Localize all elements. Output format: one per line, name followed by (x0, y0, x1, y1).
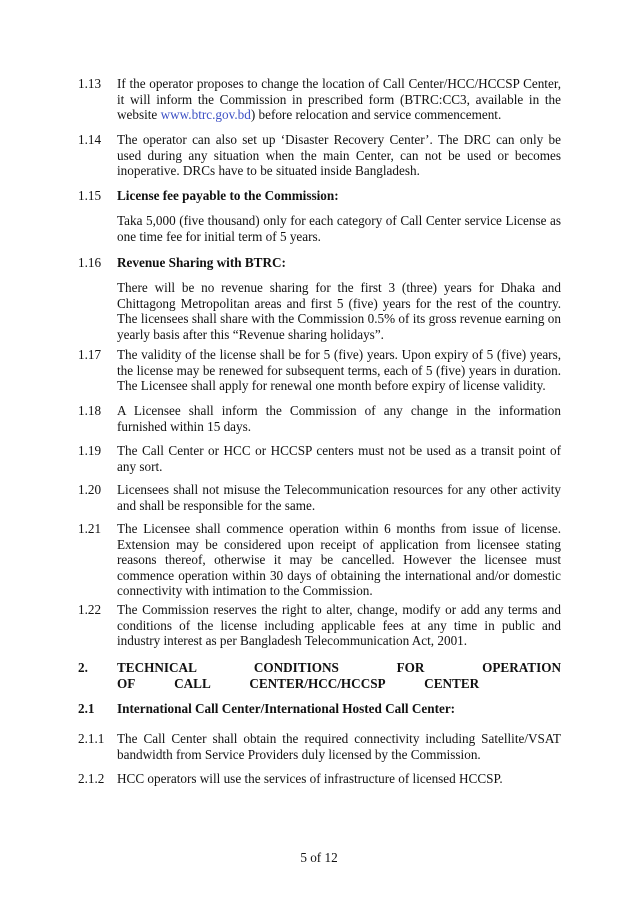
clause-number: 1.13 (78, 76, 102, 91)
clause-number: 1.20 (78, 482, 102, 497)
btrc-website-link[interactable]: www.btrc.gov.bd (160, 107, 251, 122)
clause-text: The Commission reserves the right to alter, change, modify or add any terms and conditions of the license including applicable fees at any time in public and industry interest as per Bangladesh Telecommunication Act, 2001. (117, 602, 561, 648)
clause-text: HCC operators will use the services of infrastructure of licensed HCCSP. (117, 771, 503, 786)
page-number: 5 of 12 (300, 850, 338, 865)
clause-1-22 (78, 602, 561, 649)
clause-text: Taka 5,000 (five thousand) only for each category of Call Center service License as one time fee for initial term of 5 years. (117, 213, 561, 244)
clause-text: The validity of the license shall be for 5 (five) years. Upon expiry of 5 (five) years, the license may be renewed for subsequent terms, each of 5 (five) years in duration. The Licensee shall apply for renewal one month before expiry of license validity. (117, 347, 561, 393)
clause-number: 1.18 (78, 403, 102, 418)
clause-1-19 (78, 443, 561, 474)
section-number: 2.1 (78, 701, 95, 716)
clause-heading: License fee payable to the Commission: (117, 188, 339, 203)
clause-number: 1.19 (78, 443, 102, 458)
clause-number: 2.1.1 (78, 731, 105, 746)
clause-text: The Call Center shall obtain the required connectivity including Satellite/VSAT bandwidth from Service Providers duly licensed by the Commission. (117, 731, 561, 762)
clause-1-16-body (78, 280, 561, 342)
clause-1-15-body (78, 213, 561, 244)
clause-1-15 (78, 188, 561, 204)
clause-text: There will be no revenue sharing for the first 3 (three) years for Dhaka and Chittagong Metropolitan areas and first 5 (five) years for the rest of the country. The licensees shall share with the Commission 0.5% of its gross revenue earning on yearly basis after this “Revenue sharing holidays”. (117, 280, 561, 342)
clause-1-17 (78, 347, 561, 394)
clause-text-part: ) before relocation and service commencement. (250, 107, 502, 122)
clause-number: 1.14 (78, 132, 102, 147)
clause-2-1-1 (78, 731, 561, 762)
clause-text-part: If the operator proposes to change the location of Call Center/HCC/HCCSP Center, it will inform the Commission in prescribed form (BTRC:CC3, available in the website (117, 76, 561, 122)
clause-2-1-2 (78, 771, 561, 787)
clause-number: 1.22 (78, 602, 102, 617)
clause-1-14 (78, 132, 561, 179)
section-2-heading (78, 660, 561, 691)
clause-1-21 (78, 521, 561, 599)
clause-number: 2.1.2 (78, 771, 105, 786)
clause-text: A Licensee shall inform the Commission of any change in the information furnished within 15 days. (117, 403, 561, 434)
clause-number: 1.21 (78, 521, 102, 536)
section-title: TECHNICAL CONDITIONS FOR OPERATION OF CALL CENTER/HCC/HCCSP CENTER (117, 660, 561, 691)
clause-text (117, 76, 561, 123)
clause-number: 1.16 (78, 255, 102, 270)
section-number: 2. (78, 660, 88, 675)
clause-text: The Licensee shall commence operation within 6 months from issue of license. Extension may be considered upon receipt of application from licensee stating reasons thereof, otherwise it may be cancelled. However the licensee must commence operation within 30 days of obtaining the international and/or domestic connectivity with intimation to the Commission. (117, 521, 561, 598)
clause-text: The operator can also set up ‘Disaster Recovery Center’. The DRC can only be used during any situation when the main Center, can not be used or becomes inoperative. DRCs have to be situated inside Bangladesh. (117, 132, 561, 178)
clause-1-20 (78, 482, 561, 513)
clause-1-16 (78, 255, 561, 271)
clause-1-13 (78, 76, 561, 123)
clause-text: Licensees shall not misuse the Telecommunication resources for any other activity and shall be responsible for the same. (117, 482, 561, 513)
clause-1-18 (78, 403, 561, 434)
clause-number: 1.15 (78, 188, 102, 203)
clause-text: The Call Center or HCC or HCCSP centers must not be used as a transit point of any sort. (117, 443, 561, 474)
clause-number: 1.17 (78, 347, 102, 362)
section-title: International Call Center/International Hosted Call Center: (117, 701, 456, 716)
section-2-1-heading (78, 701, 561, 717)
clause-heading: Revenue Sharing with BTRC: (117, 255, 286, 270)
